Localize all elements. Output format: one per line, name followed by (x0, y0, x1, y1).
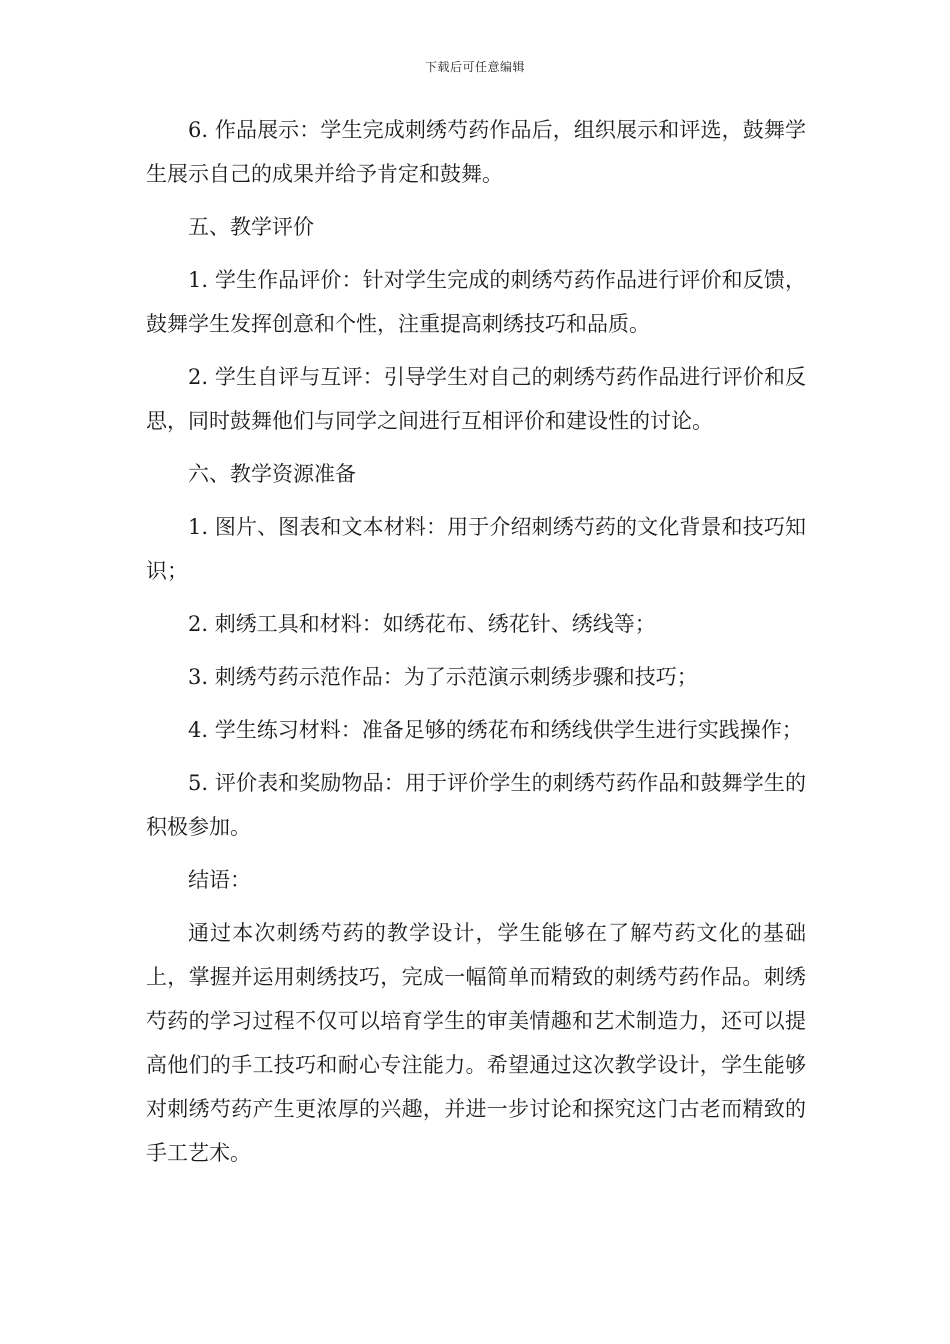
section-heading-teaching-evaluation: 五、教学评价 (188, 215, 314, 239)
page-header-note: 下载后可任意编辑 (424, 60, 525, 74)
section-heading-resource-preparation: 六、教学资源准备 (188, 462, 356, 486)
paragraph-resource-practice-materials: 4. 学生练习材料：准备足够的绣花布和绣线供学生进行实践操作； (188, 718, 803, 742)
paragraph-resource-tools: 2. 刺绣工具和材料：如绣花布、绣花针、绣线等； (188, 612, 656, 636)
paragraph-resource-evaluation-forms: 5. 评价表和奖励物品：用于评价学生的刺绣芍药作品和鼓舞学生的积极参加。 (146, 771, 806, 839)
document-body (146, 108, 806, 1184)
paragraph-self-peer-evaluation: 2. 学生自评与互评：引导学生对自己的刺绣芍药作品进行评价和反思，同时鼓舞他们与同学之间进行互相评价和建设性的讨论。 (146, 365, 806, 433)
paragraph-student-work-evaluation: 1. 学生作品评价：针对学生完成的刺绣芍药作品进行评价和反馈，鼓舞学生发挥创意和个性，注重提高刺绣技巧和品质。 (146, 268, 806, 336)
paragraph-conclusion-body: 通过本次刺绣芍药的教学设计，学生能够在了解芍药文化的基础上，掌握并运用刺绣技巧，完成一幅简单而精致的刺绣芍药作品。刺绣芍药的学习过程不仅可以培育学生的审美情趣和艺术制造力，还可以提高他们的手工技巧和耐心专注能力。希望通过这次教学设计，学生能够对刺绣芍药产生更浓厚的兴趣，并进一步讨论和探究这门古老而精致的手工艺术。 (146, 921, 806, 1165)
section-heading-conclusion: 结语： (188, 868, 251, 892)
paragraph-resource-samples: 3. 刺绣芍药示范作品：为了示范演示刺绣步骤和技巧； (188, 665, 698, 689)
paragraph-resource-pictures: 1. 图片、图表和文本材料：用于介绍刺绣芍药的文化背景和技巧知识； (146, 515, 806, 583)
paragraph-work-display: 6. 作品展示：学生完成刺绣芍药作品后，组织展示和评选，鼓舞学生展示自己的成果并给予肯定和鼓舞。 (146, 118, 806, 186)
